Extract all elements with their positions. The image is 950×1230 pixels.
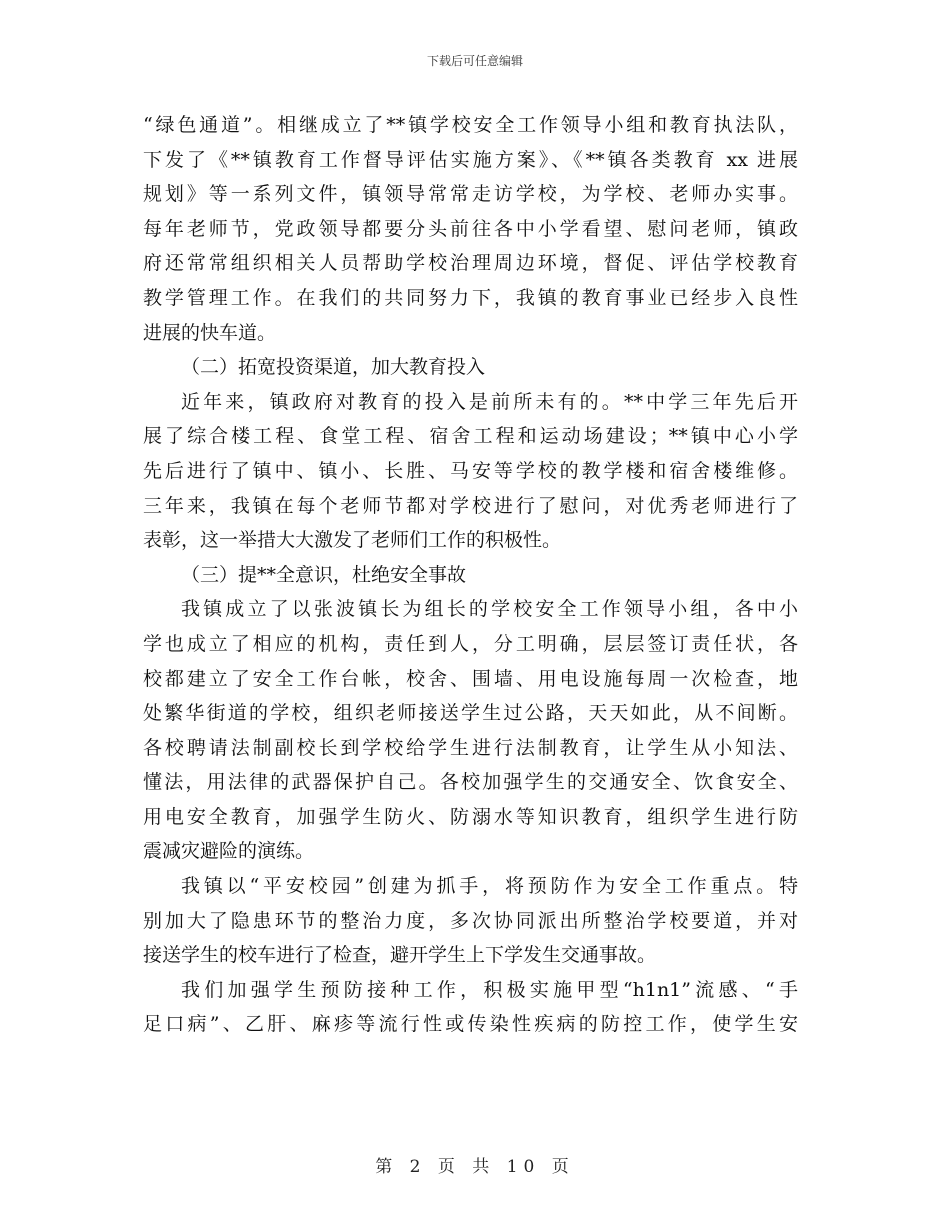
text-line: 先后进行了镇中、镇小、长胜、马安等学校的教学楼和宿舍楼维修。: [143, 459, 798, 482]
text-line: 下发了《**镇教育工作督导评估实施方案》、《**镇各类教育 xx 进展: [143, 148, 798, 171]
document-body: [143, 108, 798, 1042]
text-line: 足口病”、乙肝、麻疹等流行性或传染性疾病的防控工作，使学生安: [143, 1013, 798, 1036]
text-line: 各校聘请法制副校长到学校给学生进行法制教育，让学生从小知法、: [143, 736, 798, 759]
page-header: 下载后可任意编辑: [426, 54, 523, 68]
text-line: 处繁华街道的学校，组织老师接送学生过公路，天天如此，从不间断。: [143, 702, 798, 725]
text-line: 进展的快车道。: [143, 321, 277, 344]
text-line: 学也成立了相应的机构，责任到人，分工明确，层层签订责任状，各: [143, 632, 798, 655]
text-line: 懂法，用法律的武器保护自己。各校加强学生的交通安全、饮食安全、: [143, 771, 798, 794]
text-line: 别加大了隐患环节的整治力度，多次协同派出所整治学校要道，并对: [143, 909, 798, 932]
text-line: 教学管理工作。在我们的共同努力下，我镇的教育事业已经步入良性: [143, 286, 798, 309]
text-line: 我们加强学生预防接种工作，积极实施甲型“h1n1”流感、“手: [181, 978, 798, 1001]
text-line: 我镇成立了以张波镇长为组长的学校安全工作领导小组，各中小: [181, 598, 798, 621]
text-line: 用电安全教育，加强学生防火、防溺水等知识教育，组织学生进行防: [143, 805, 798, 828]
text-line: 近年来，镇政府对教育的投入是前所未有的。**中学三年先后开: [181, 390, 798, 413]
text-line: 接送学生的校车进行了检查，避开学生上下学发生交通事故。: [143, 944, 657, 967]
text-line: 规划》等一系列文件，镇领导常常走访学校，为学校、老师办实事。: [143, 183, 798, 206]
text-line: （二）拓宽投资渠道，加大教育投入: [181, 356, 486, 379]
text-line: 每年老师节，党政领导都要分头前往各中小学看望、慰问老师，镇政: [143, 217, 798, 240]
text-line: 府还常常组织相关人员帮助学校治理周边环境，督促、评估学校教育: [143, 252, 798, 275]
text-line: “绿色通道”。相继成立了**镇学校安全工作领导小组和教育执法队，: [143, 114, 798, 136]
page-footer: 第 2 页 共 10 页: [375, 1157, 575, 1177]
text-line: 表彰，这一举措大大激发了老师们工作的积极性。: [143, 529, 562, 552]
text-line: 震减灾避险的演练。: [143, 840, 315, 863]
text-line: 我镇以“平安校园”创建为抓手，将预防作为安全工作重点。特: [181, 875, 798, 898]
text-line: 校都建立了安全工作台帐，校舍、围墙、用电设施每周一次检查，地: [143, 667, 798, 690]
text-line: 展了综合楼工程、食堂工程、宿舍工程和运动场建设；**镇中心小学: [143, 425, 798, 448]
text-line: （三）提**全意识，杜绝安全事故: [181, 563, 467, 586]
text-line: 三年来，我镇在每个老师节都对学校进行了慰问，对优秀老师进行了: [143, 494, 798, 517]
